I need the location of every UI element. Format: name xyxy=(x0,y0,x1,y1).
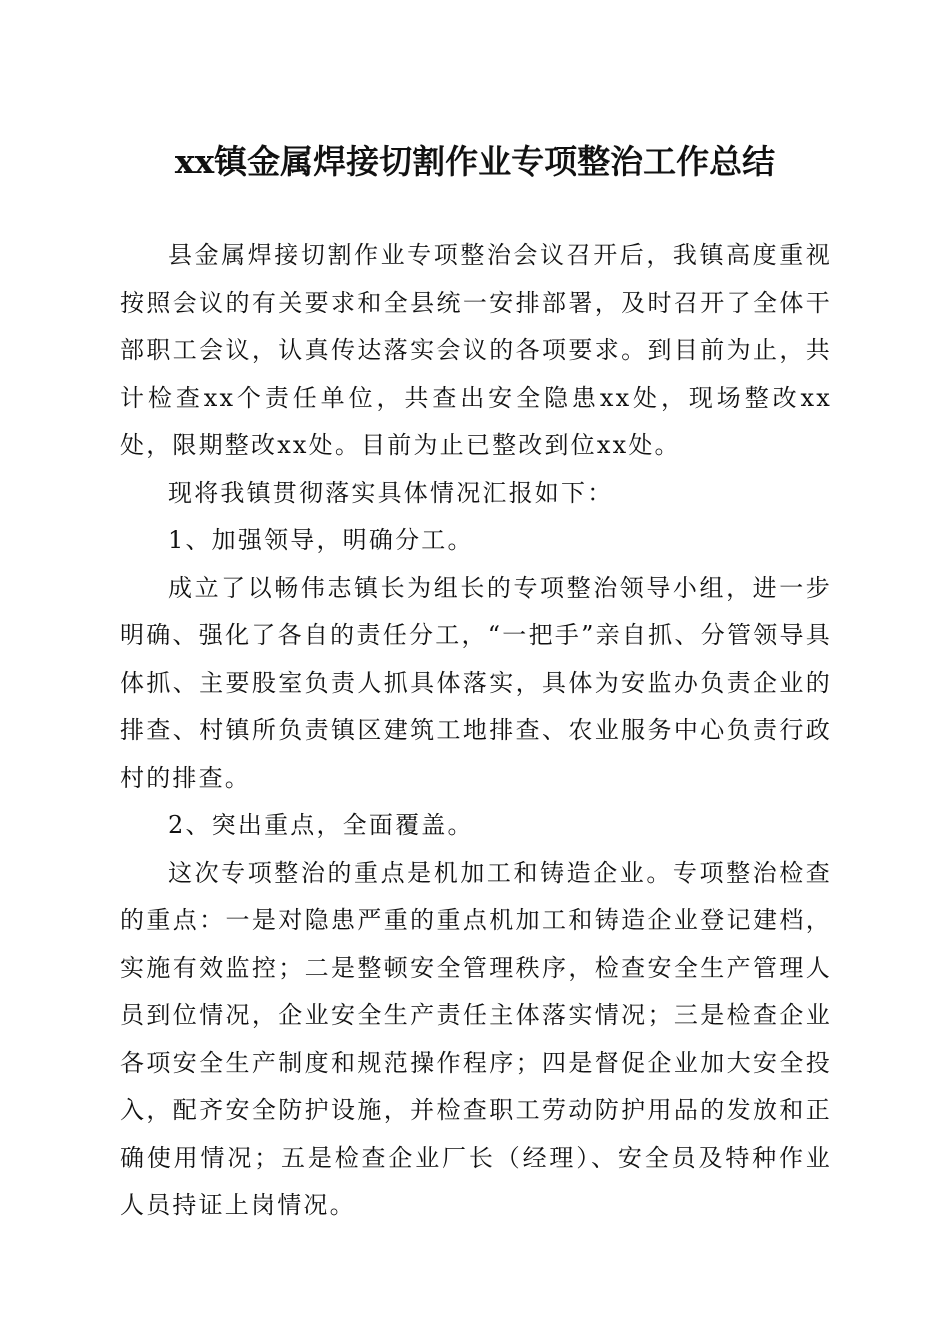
section-heading-2: 2、突出重点，全面覆盖。 xyxy=(168,811,474,839)
section-heading-1: 1、加强领导，明确分工。 xyxy=(168,526,474,554)
document-body xyxy=(120,232,832,1230)
paragraph-leadership: 成立了以畅伟志镇长为组长的专项整治领导小组，进一步明确、强化了各自的责任分工，“一把手”亲自抓、分管领导具体抓、主要股室负责人抓具体落实，具体为安监办负责企业的排查、村镇所负责镇区建筑工地排查、农业服务中心负责行政村的排查。 xyxy=(120,573,832,792)
paragraph-key-points: 这次专项整治的重点是机加工和铸造企业。专项整治检查的重点：一是对隐患严重的重点机加工和铸造企业登记建档，实施有效监控；二是整顿安全管理秩序，检查安全生产管理人员到位情况，企业安全生产责任主体落实情况；三是检查企业各项安全生产制度和规范操作程序；四是督促企业加大安全投入，配齐安全防护设施，并检查职工劳动防护用品的发放和正确使用情况；五是检查企业厂长（经理）、安全员及特种作业人员持证上岗情况。 xyxy=(120,858,832,1219)
document-title: xx镇金属焊接切割作业专项整治工作总结 xyxy=(174,142,776,181)
paragraph-report-lead: 现将我镇贯彻落实具体情况汇报如下： xyxy=(168,478,614,507)
paragraph-intro: 县金属焊接切割作业专项整治会议召开后，我镇高度重视按照会议的有关要求和全县统一安排部署，及时召开了全体干部职工会议，认真传达落实会议的各项要求。到目前为止，共计检查xx个责任单位，共查出安全隐患xx处，现场整改xx处，限期整改xx处。目前为止已整改到位xx处。 xyxy=(120,241,832,459)
